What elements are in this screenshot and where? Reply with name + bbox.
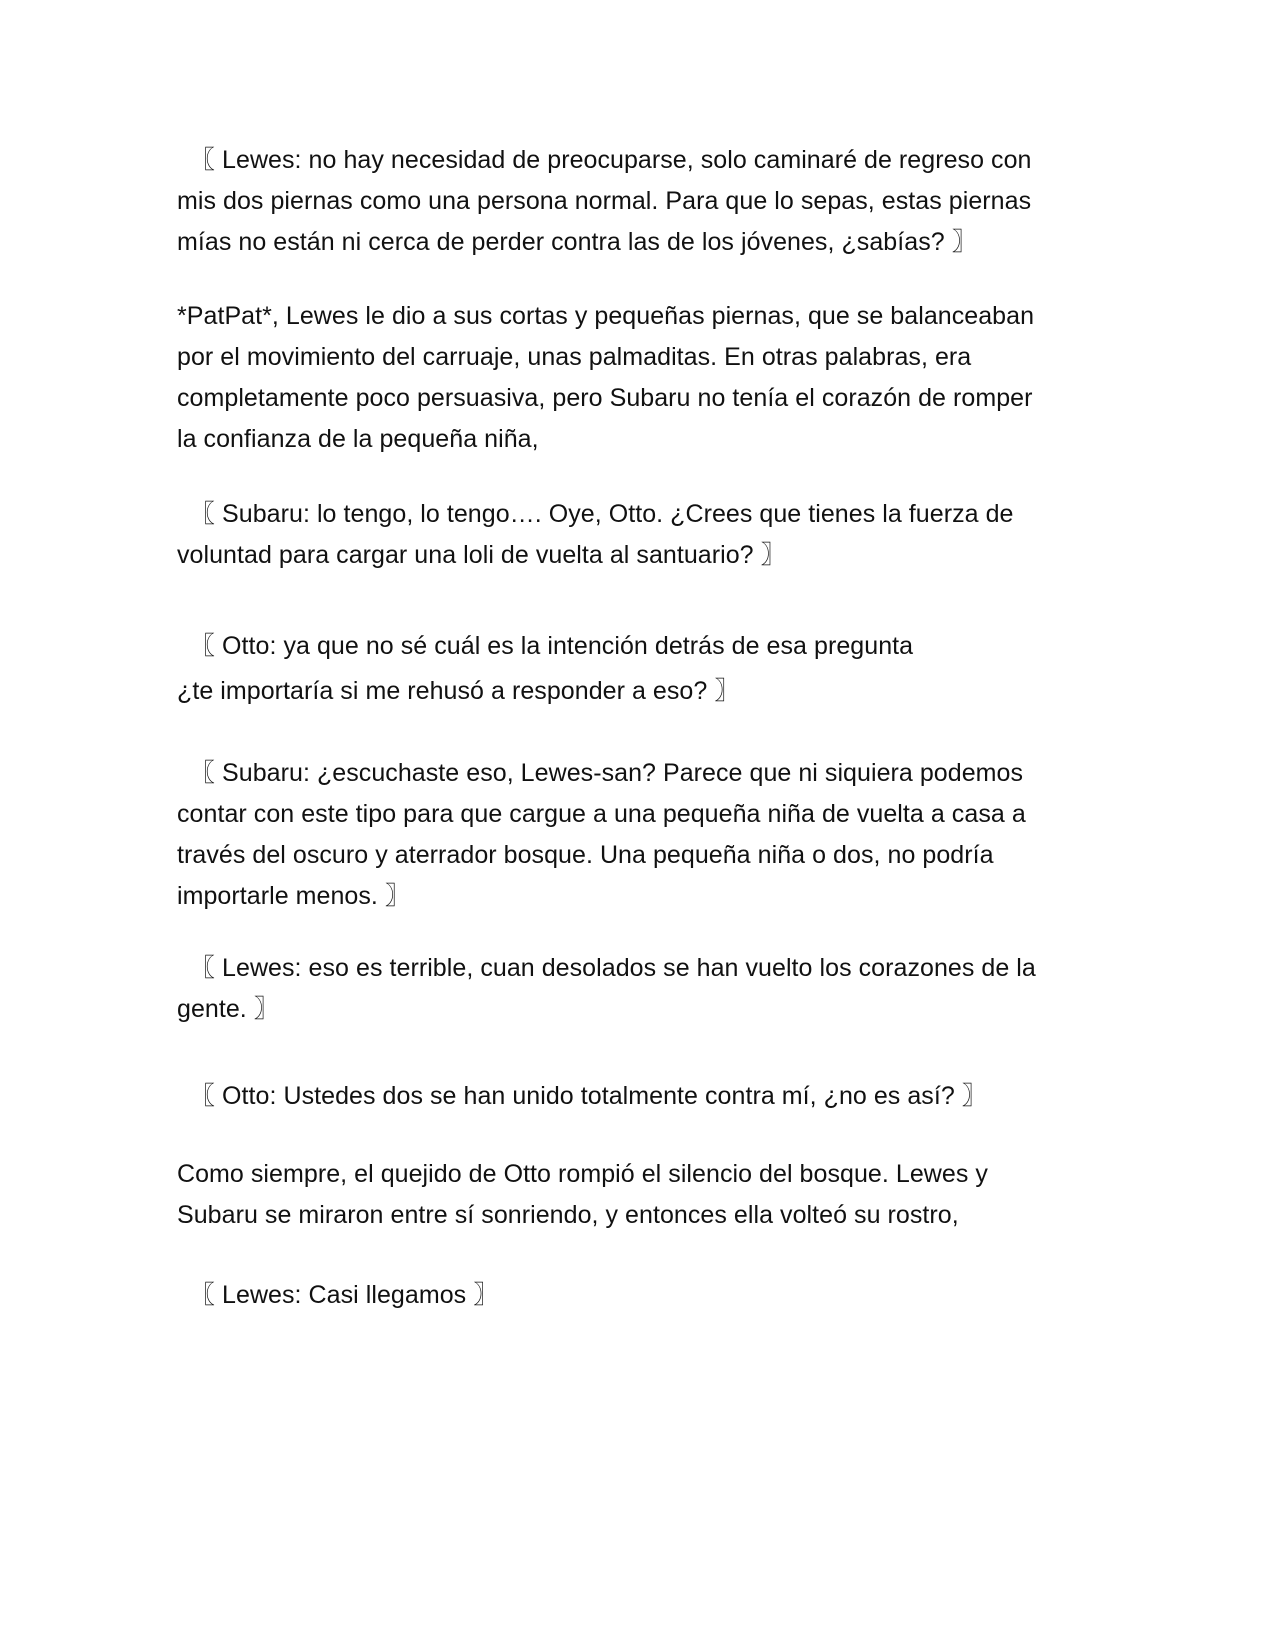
paragraph-lewes-walk-back [177, 140, 1097, 263]
paragraph-otto-complaint-narration [177, 1154, 1097, 1236]
text-line: Subaru se miraron entre sí sonriendo, y entonces ella volteó su rostro, [177, 1201, 959, 1229]
paragraph-subaru-lewes-san [177, 753, 1097, 917]
text-line: *PatPat*, Lewes le dio a sus cortas y pequeñas piernas, que se balanceaban [177, 302, 1035, 330]
text-line: 〖 Otto: ya que no sé cuál es la intención detrás de esa pregunta [190, 632, 914, 660]
paragraph-patpat-narration [177, 296, 1097, 460]
text-line: 〖 Lewes: Casi llegamos 〗 [190, 1281, 499, 1309]
text-line: ¿te importaría si me rehusó a responder a eso? 〗 [177, 677, 740, 705]
text-line: Como siempre, el quejido de Otto rompió el silencio del bosque. Lewes y [177, 1160, 988, 1188]
text-line: mías no están ni cerca de perder contra las de los jóvenes, ¿sabías? 〗 [177, 228, 977, 256]
text-line: completamente poco persuasiva, pero Subaru no tenía el corazón de romper [177, 384, 1033, 412]
text-line: gente. 〗 [177, 995, 279, 1023]
paragraph-otto-against-me [177, 1076, 1097, 1117]
text-line: la confianza de la pequeña niña, [177, 425, 539, 453]
text-line: 〖 Otto: Ustedes dos se han unido totalmente contra mí, ¿no es así? 〗 [190, 1082, 987, 1110]
text-line: voluntad para cargar una loli de vuelta al santuario? 〗 [177, 541, 786, 569]
text-line: importarle menos. 〗 [177, 882, 410, 910]
text-line: 〖 Subaru: lo tengo, lo tengo…. Oye, Otto. ¿Crees que tienes la fuerza de [190, 500, 1014, 528]
text-line: mis dos piernas como una persona normal. Para que lo sepas, estas piernas [177, 187, 1032, 215]
paragraph-otto-refuse [177, 624, 1097, 714]
text-line: 〖 Lewes: eso es terrible, cuan desolados se han vuelto los corazones de la [190, 954, 1036, 982]
paragraph-lewes-almost-there [177, 1275, 1097, 1316]
text-line: través del oscuro y aterrador bosque. Una pequeña niña o dos, no podría [177, 841, 994, 869]
text-line: por el movimiento del carruaje, unas palmaditas. En otras palabras, era [177, 343, 972, 371]
paragraph-lewes-terrible [177, 948, 1097, 1030]
text-line: contar con este tipo para que cargue a una pequeña niña de vuelta a casa a [177, 800, 1026, 828]
paragraph-subaru-question [177, 494, 1097, 576]
text-line: 〖 Lewes: no hay necesidad de preocuparse, solo caminaré de regreso con [190, 146, 1032, 174]
text-line: 〖 Subaru: ¿escuchaste eso, Lewes-san? Parece que ni siquiera podemos [190, 759, 1024, 787]
